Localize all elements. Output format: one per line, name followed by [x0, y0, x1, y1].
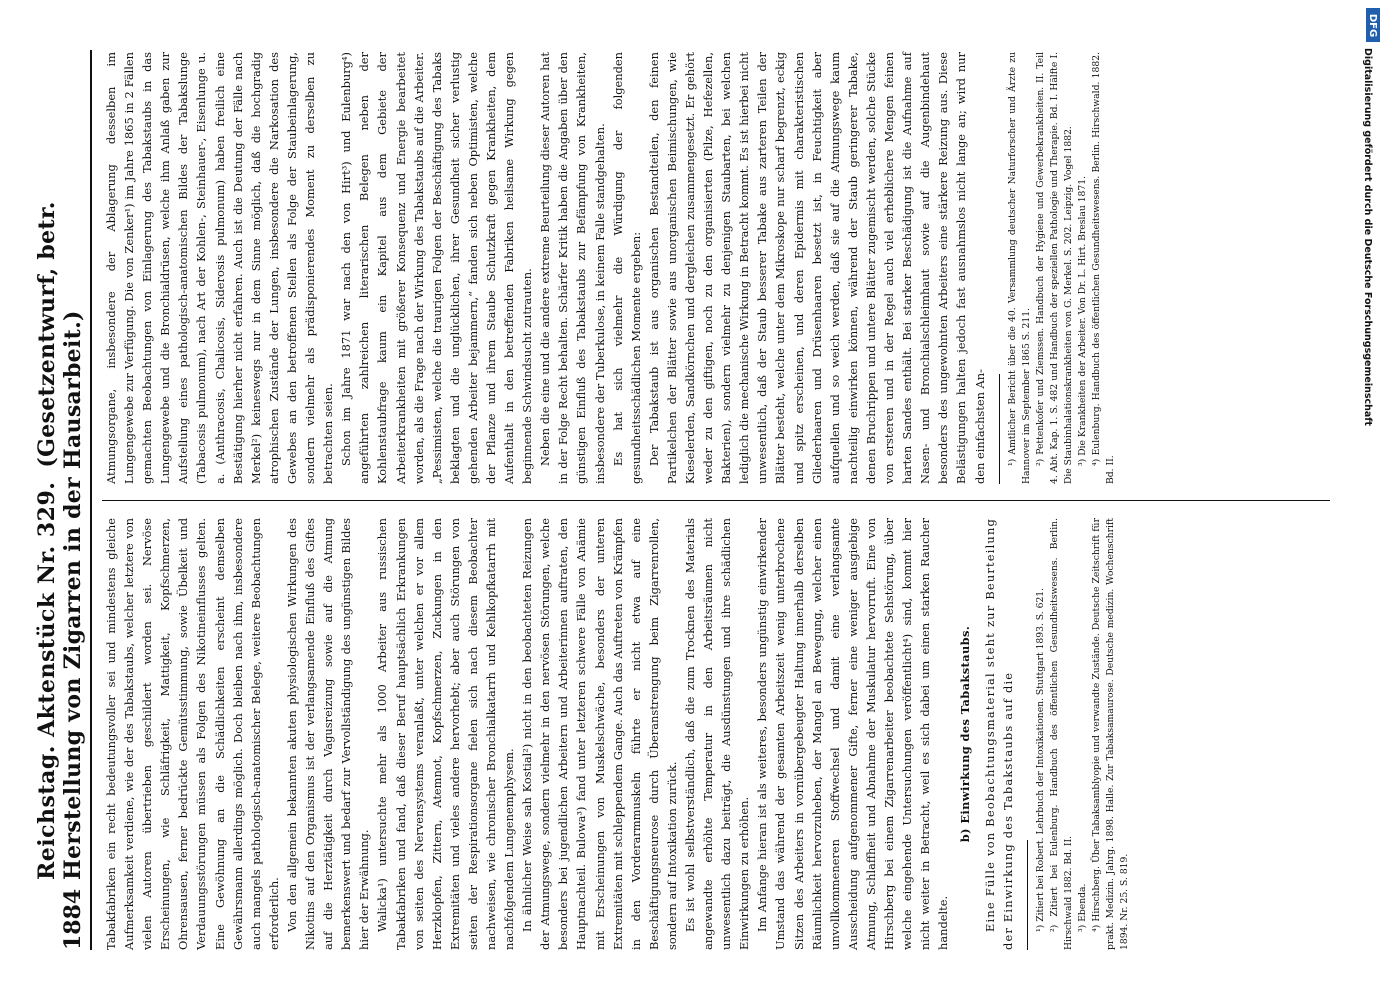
paragraph: Eine Fülle von Beobachtungsmaterial steht zur Beurteilung der Einwirkung des Tabakstaubs auf die: [982, 518, 1015, 950]
running-title: [34, 50, 86, 880]
left-column: [102, 518, 1330, 950]
running-head: [34, 50, 92, 950]
paragraph: Es hat sich vielmehr die Würdigung der folgenden gesundheitsschädlichen Momente ergeben:: [610, 52, 643, 484]
dfg-logo: [1366, 8, 1380, 42]
running-title-right: (Gesetzentwurf, betr. Herstellung von Zigarren in der Hausarbeit.): [34, 201, 86, 880]
footnote: ⁴) Hirschberg. Über Tabaksamblyopie und verwandte Zustände. Deutsche Zeitschrift für prakt. Medizin. Jahrg. 1898. Halle. Zur Tabaksamaurose. Deutsche medizin. Wochenschrift 1894. Nr. 25. S. 819.: [1090, 518, 1130, 950]
paragraph: Schon im Jahre 1871 war nach den von Hirt³) und Eulenburg⁴) angeführten zahlreichen literarischen Belegen neben der Kohlenstaubfrage kaum ein Kapitel aus dem Gebiete der Arbeiterkrankheiten mit größerer Konsequenz und Energie bearbeitet worden, als die Frage nach der Wirkung des Tabakstaubs auf die Arbeiter. „Pessimisten, welche die traurigen Folgen der Beschäftigung des Tabaks beklagten und die unglücklichen, ihrer Gesundheit sicher verlustig gehenden Arbeiter bejammern,“ fanden sich neben Optimisten, welche der Pflanze und ihrem Staube Schutzkraft gegen Krankheiten, dem Aufenthalt in den betreffenden Fabriken heilsame Wirkung gegen beginnende Schwindsucht zutrauten.: [339, 52, 535, 484]
footnote: ²) Pettenkofer und Ziemssen. Handbuch der Hygiene und Gewerbekrankheiten. II. Teil 4. Abt. Kap. 1. S. 482 und Handbuch der speziellen Pathologie und Therapie. Bd. I. Hälfte I. Die Staubinhalationskrankheiten von G. Merkel. S. 202. Leipzig. Vogel 1882.: [1034, 52, 1074, 484]
footnote: ⁴) Eulenburg. Handbuch des öffentlichen Gesundheitswesens. Berlin. Hirschwald. 1882. Bd. II.: [1090, 52, 1116, 484]
digitization-note: Digitalisierung gefördert durch die Deutsche Forschungsgemeinschaft: [1362, 48, 1373, 426]
dfg-logo-text: DFG: [1367, 13, 1379, 37]
running-title-left: Reichstag. Aktenstück Nr. 329.: [34, 481, 60, 880]
right-column: [102, 52, 1330, 484]
footnote-rule: [999, 374, 1000, 484]
paragraph: Neben die eine und die andere extreme Beurteilung dieser Autoren hat in der Folge Recht behalten. Schärfer Kritik haben die Angaben über den günstigen Einfluß des Tabakstaubs zur Befämpfung von Krankheiten, insbesondere der Tuberkulose, in keinem Falle standgehalten.: [538, 52, 607, 484]
paragraph: Von den allgemein bekannten akuten physiologischen Wirkungen des Nikotins auf den Organismus ist der verlangsamende Einfluß des Giftes auf die Herztätigkeit durch Vagusreizung sowie auf die Atmung bemerkenswert und bedarf zur Vervollständigung des ungünstigen Bildes hier der Erwähnung.: [284, 518, 372, 950]
document-page: [10, 10, 1370, 990]
footnote-rule: [1027, 840, 1028, 950]
footnote: ³) Ebenda.: [1076, 883, 1088, 932]
paragraph: Tabakfabriken ein recht bedeutungsvoller sei und mindestens gleiche Aufmerksamkeit verdiene, wie der des Tabakstaubs, welcher letztere von vielen Autoren übertrieben geschildert worden sei. Nervöse Erscheinungen, wie Schläfrigkeit, Mattigkeit, Kopfschmerzen, Ohrensausen, ferner bedrückte Gemütsstimmung, sowie Übelkeit und Verdauungsstörungen müssen als Folgen des Nikotineinflusses gelten. Eine Gewöhnung an die Schädlichkeiten erscheint demselben Gewährsmann allerdings möglich. Doch bleiben nach ihm, insbesondere auch mangels pathologisch-anatomischer Belege, weitere Beobachtungen erforderlich.: [104, 518, 281, 950]
paragraph: Es ist wohl selbstverständlich, daß die zum Trocknen des Materials angewandte erhöhte Temperatur in den Arbeitsräumen nicht unwesentlich dazu beiträgt, die Ausdünstungen und ihre schädlichen Einwirkungen zu erhöhen.: [683, 518, 752, 950]
footnote: ¹) Amtlicher Bericht über die 40. Versammlung deutscher Naturforscher und Ärzte zu Hannover im September 1865 S. 211.: [1006, 52, 1032, 484]
paragraph: Atmungsorgane, insbesondere der Ablagerung desselben im Lungengewebe zur Verfügung. Die von Zenker¹) im Jahre 1865 in 2 Fällen gemachten Beobachtungen von Einlagerung des Tabakstaubs in das Lungengewebe und die Bronchialdrüsen, welche ihm Anlaß gaben zur Aufstellung eines pathologisch-anatomischen Bildes der Tabakslunge (Tabacosis pulmonum), nach Art der Kohlen-, Steinhauer-, Eisenlunge u. a. (Anthracosis, Chalicosis, Siderosis pulmonum) haben freilich eine Bestätigung hierher nicht erfahren. Auch ist die Deutung der Fälle nach Merkel²) keineswegs nur in dem Sinne möglich, daß die hochgradig atrophischen Zustände der Lungen, insbesondere die Narkosation des Gewebes an den betroffenen Stellen als Folge der Staubeinlagerung, sondern vielmehr als prädisponierendes Moment zu derselben zu betrachten seien.: [104, 52, 336, 484]
paragraph: Im Anfange hieran ist als weiteres, besonders ungünstig einwirkender Umstand das während der gesamten Arbeitszeit wenig unterbrochene Sitzen des Arbeiters in vornübergebeugter Haltung innerhalb derselben Räumlichkeit hervorzuheben, der Mangel an Bewegung, welcher einen unvollkommeneren Stoffwechsel und damit eine verlangsamte Ausscheidung aufgenommener Gifte, ferner eine weniger ausgiebige Atmung, Schlaffheit und Abnahme der Muskulatur hervorruft. Eine von Hirschberg bei einem Zigarrenarbeiter beobachtete Sehstörung, über welche eingehende Untersuchungen veröffentlicht⁴) sind, kommt hier nicht weiter in Betracht, weil es sich dabei um einen starken Raucher handelte.: [755, 518, 951, 950]
paragraph: Der Tabakstaub ist aus organischen Bestandteilen, den feinen Partikelchen der Blätter sowie aus unorganischen Beimischungen, wie Kieselerden, Sandkörnchen und dergleichen zusammengesetzt. Er gehört weder zu den giftigen, noch zu den organisierten (Pilze, Hefezellen, Bakterien), sondern vielmehr zu denjenigen Staubarten, bei welchen lediglich die mechanische Wirkung in Betracht kommt. Es ist hierbei nicht unwesentlich, daß der Staub besserer Tabake aus zarteren Teilen der Blätter besteht, welche unter dem Mikroskope nur scharf begrenzt, eckig und spitz erscheinen, und deren Epidermis mit charakteristischen Gliederhaaren und Drüsenhaaren besetzt ist, in Feuchtigkeit aber aufquellen und so weich werden, daß sie auf die Atmungswege kaum nachteilig einwirken können, während der Staub geringerer Tabake, denen Bruchrippen und untere Blätter zugemischt werden, solche Stücke von ersteren und in der Regel auch viel erheblichere Mengen feinen harten Sandes enthält. Bei starker Beschädigung ist die Aufnahme auf Nasen- und Bronchialschleimhaut sowie auf die Augenbindehaut besonders des ungewohnten Arbeiters eine stärkere Reizung aus. Diese Belästigungen halten jedoch fast ausnahmslos nicht lange an; wird nur den einfachsten An-: [646, 52, 987, 484]
paragraph: In ähnlicher Weise sah Kostial²) nicht in den beobachteten Reizungen der Atmungswege, sondern vielmehr in den nervösen Störungen, welche besonders bei jugendlichen Arbeitern und Arbeiterinnen auftraten, den Hauptnachteil. Bulowa³) fand unter letzteren schwere Fälle von Anämie mit Erscheinungen von Muskelschwäche, besonders der unteren Extremitäten mit schleppendem Gange. Auch das Auftreten von Krämpfen in den Vorderarmmuskeln führte er nicht etwa auf eine Beschäftigungsneurose durch Überanstrengung beim Zigarrenrollen, sondern auf Intoxikation zurück.: [520, 518, 679, 950]
column-divider: [102, 500, 1330, 501]
section-subheading: b) Einwirkung des Tabakstaubs.: [958, 625, 973, 843]
footnote: ³) Die Krankheiten der Arbeiter. Von Dr. L. Hirt. Breslau 1871.: [1076, 175, 1088, 466]
footnote: ¹) Zitiert bei Robert. Lehrbuch der Intoxikationen. Stuttgart 1893. S. 621.: [1034, 587, 1046, 932]
footnote: ²) Zitiert bei Eulenburg. Handbuch des öffentlichen Gesundheitswesens. Berlin. Hirschwald 1882. Bd. II.: [1048, 518, 1074, 950]
page-number: 1884: [60, 888, 86, 950]
paragraph: Walicka¹) untersuchte mehr als 1000 Arbeiter aus russischen Tabakfabriken und fand, daß dieser Beruf hauptsächlich Erkrankungen von seiten des Nervensystems veranlaßt, unter welchen er vor allem Herzklopfen, Zittern, Atemnot, Kopfschmerzen, Zuckungen in den Extremitäten und vieles andere hervorhebt; aber auch Störungen von seiten der Respirationsorgane fielen sich nach diesem Beobachter nachweisen, wie chronischer Bronchialkatarrh und Kehlkopfkatarrh mit nachfolgendem Lungenemphysem.: [375, 518, 517, 950]
